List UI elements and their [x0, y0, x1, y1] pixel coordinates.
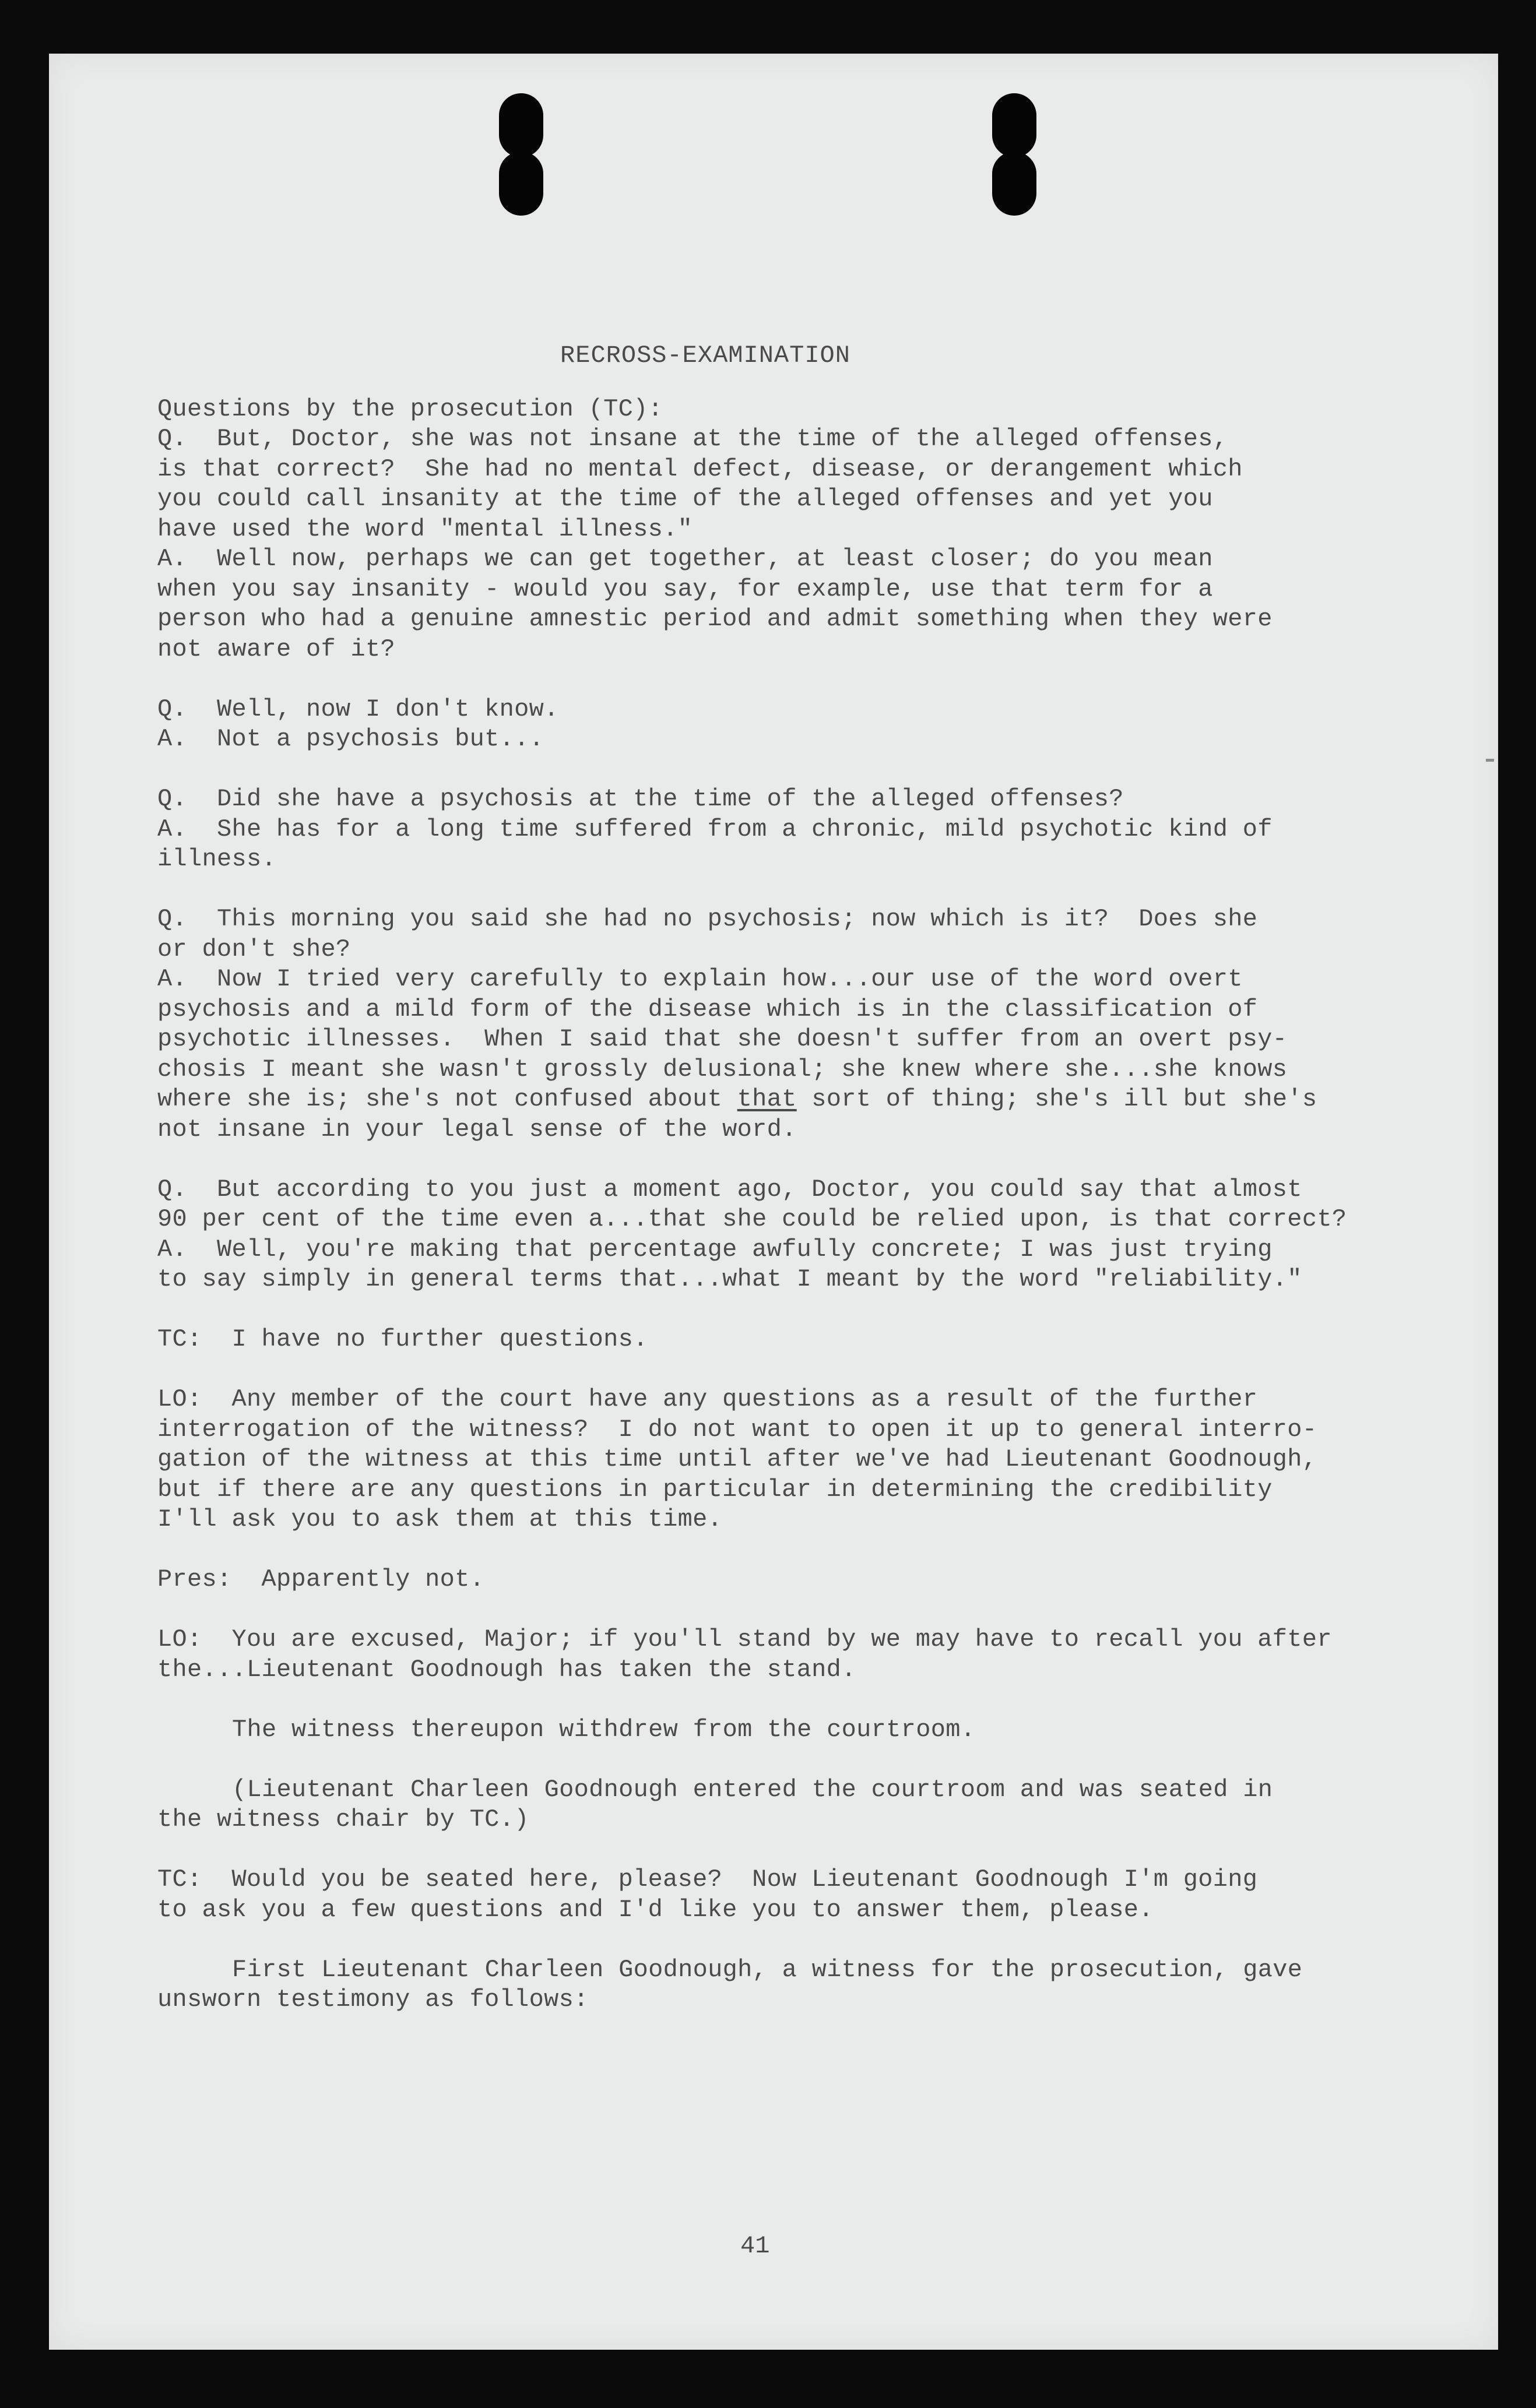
text-line: LO: You are excused, Major; if you'll stand by we may have to recall you after: [157, 1625, 1332, 1653]
text-line: psychotic illnesses. When I said that she doesn't suffer from an overt psy-: [157, 1025, 1288, 1053]
text-line: A. Now I tried very carefully to explain how...our use of the word overt: [157, 965, 1243, 993]
text-line: is that correct? She had no mental defect, disease, or derangement which: [157, 455, 1243, 483]
text-line: interrogation of the witness? I do not want to open it up to general interro-: [157, 1415, 1317, 1444]
underlined-word: that: [737, 1085, 797, 1113]
text-line: you could call insanity at the time of the alleged offenses and yet you: [157, 485, 1213, 513]
text-line: psychosis and a mild form of the disease which is in the classification of: [157, 995, 1258, 1023]
section-heading: RECROSS-EXAMINATION: [560, 342, 850, 369]
text-segment: where she is; she's not confused about: [157, 1085, 737, 1113]
text-line: The witness thereupon withdrew from the courtroom.: [232, 1715, 976, 1744]
text-line: Q. But according to you just a moment ago, Doctor, you could say that almost: [157, 1175, 1302, 1203]
text-line: chosis I meant she wasn't grossly delusional; she knew where she...she knows: [157, 1055, 1288, 1083]
text-line: the...Lieutenant Goodnough has taken the stand.: [157, 1655, 856, 1684]
text-line: have used the word "mental illness.": [157, 515, 693, 543]
text-line: I'll ask you to ask them at this time.: [157, 1505, 723, 1533]
punch-hole-left: [499, 93, 543, 216]
text-line: not insane in your legal sense of the word.: [157, 1115, 797, 1143]
text-line: the witness chair by TC.): [157, 1805, 529, 1833]
text-line: not aware of it?: [157, 635, 396, 663]
page-number: 41: [740, 2232, 770, 2260]
text-segment: sort of thing; she's ill but she's: [796, 1085, 1317, 1113]
text-line: Pres: Apparently not.: [157, 1565, 485, 1593]
punch-hole-right: [992, 93, 1036, 216]
text-line: illness.: [157, 845, 277, 873]
text-line: to ask you a few questions and I'd like you to answer them, please.: [157, 1895, 1154, 1924]
text-line: [157, 1085, 1405, 1115]
text-line: (Lieutenant Charleen Goodnough entered the courtroom and was seated in: [232, 1775, 1273, 1804]
text-line: gation of the witness at this time until after we've had Lieutenant Goodnough,: [157, 1445, 1317, 1473]
text-line: A. Well now, perhaps we can get together, at least closer; do you mean: [157, 545, 1213, 573]
text-line: 90 per cent of the time even a...that she could be relied upon, is that correct?: [157, 1205, 1347, 1233]
text-line: A. She has for a long time suffered from a chronic, mild psychotic kind of: [157, 815, 1273, 843]
text-line: Q. But, Doctor, she was not insane at the time of the alleged offenses,: [157, 425, 1228, 453]
text-line: A. Well, you're making that percentage awfully concrete; I was just trying: [157, 1235, 1273, 1263]
text-line: First Lieutenant Charleen Goodnough, a witness for the prosecution, gave: [232, 1955, 1303, 1984]
text-line: but if there are any questions in particular in determining the credibility: [157, 1475, 1273, 1504]
transcript-body: [157, 341, 1405, 2015]
text-line: when you say insanity - would you say, for example, use that term for a: [157, 575, 1213, 603]
text-line: Q. Did she have a psychosis at the time of the alleged offenses?: [157, 785, 1124, 813]
text-line: TC: Would you be seated here, please? Now Lieutenant Goodnough I'm going: [157, 1865, 1258, 1893]
text-line: Q. Well, now I don't know.: [157, 695, 559, 723]
text-line: TC: I have no further questions.: [157, 1325, 648, 1353]
text-line: person who had a genuine amnestic period and admit something when they were: [157, 605, 1273, 633]
text-line: A. Not a psychosis but...: [157, 725, 544, 753]
edge-mark: [1486, 759, 1494, 762]
text-line: LO: Any member of the court have any questions as a result of the further: [157, 1385, 1258, 1413]
text-line: or don't she?: [157, 935, 351, 963]
text-line: to say simply in general terms that...what I meant by the word "reliability.": [157, 1265, 1302, 1293]
text-line: Questions by the prosecution (TC):: [157, 395, 663, 423]
text-line: Q. This morning you said she had no psychosis; now which is it? Does she: [157, 905, 1258, 933]
text-line: unsworn testimony as follows:: [157, 1985, 589, 2013]
